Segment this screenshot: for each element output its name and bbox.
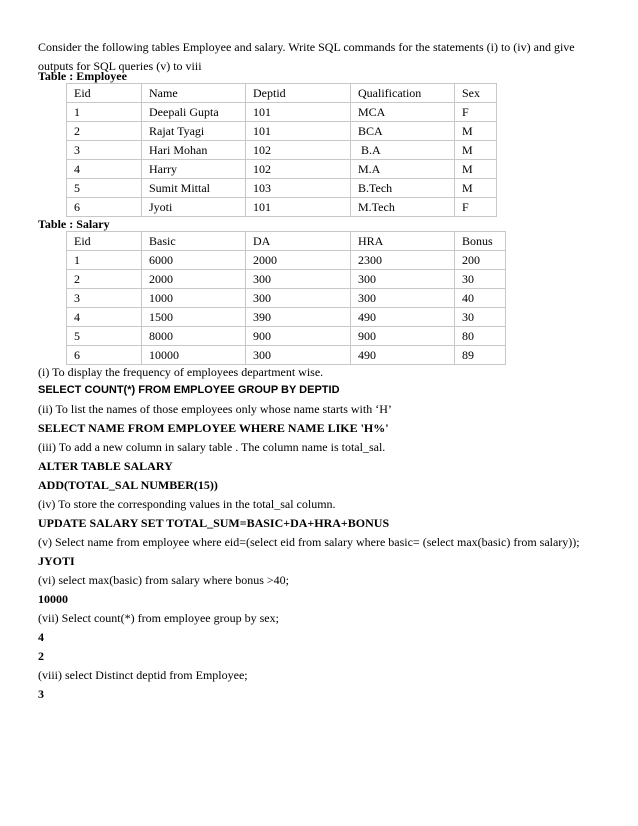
answer-2: SELECT NAME FROM EMPLOYEE WHERE NAME LIKE 'H%' — [38, 421, 389, 435]
cell: 3 — [67, 289, 142, 308]
cell: 300 — [351, 270, 455, 289]
cell: 6 — [67, 198, 142, 217]
answer-7-line-1: 4 — [38, 630, 44, 644]
cell: F — [455, 103, 497, 122]
header-cell: DA — [246, 232, 351, 251]
cell: Jyoti — [142, 198, 246, 217]
answer-8: 3 — [38, 687, 44, 701]
cell: M — [455, 179, 497, 198]
cell: 2 — [67, 122, 142, 141]
table-row — [67, 251, 506, 270]
cell: 3 — [67, 141, 142, 160]
cell: M.A — [351, 160, 455, 179]
cell: 2000 — [246, 251, 351, 270]
cell: 4 — [67, 308, 142, 327]
table-row — [67, 122, 497, 141]
question-3: (iii) To add a new column in salary table . The column name is total_sal. — [38, 440, 386, 454]
cell: 1 — [67, 103, 142, 122]
intro-paragraph: Consider the following tables Employee and salary. Write SQL commands for the statements (i) to (iv) and give outputs for SQL queries (v) to viii — [38, 40, 575, 73]
cell: 2 — [67, 270, 142, 289]
table-row — [67, 327, 506, 346]
table-row — [67, 308, 506, 327]
cell: 4 — [67, 160, 142, 179]
cell: Deepali Gupta — [142, 103, 246, 122]
header-cell: Eid — [67, 84, 142, 103]
cell: 102 — [246, 141, 351, 160]
cell: 1 — [67, 251, 142, 270]
cell: BCA — [351, 122, 455, 141]
cell: Harry — [142, 160, 246, 179]
employee-table-title: Table : Employee — [38, 69, 127, 83]
cell: 300 — [351, 289, 455, 308]
cell: 1000 — [142, 289, 246, 308]
answer-7-line-2: 2 — [38, 649, 44, 663]
table-row — [67, 346, 506, 365]
cell: 30 — [455, 270, 506, 289]
cell: Rajat Tyagi — [142, 122, 246, 141]
header-cell: Sex — [455, 84, 497, 103]
question-7: (vii) Select count(*) from employee group by sex; — [38, 611, 279, 625]
table-row — [67, 160, 497, 179]
cell: 101 — [246, 198, 351, 217]
header-cell: Bonus — [455, 232, 506, 251]
question-1: (i) To display the frequency of employees department wise. — [38, 365, 324, 379]
cell: M.Tech — [351, 198, 455, 217]
table-header-row — [67, 84, 497, 103]
cell: 40 — [455, 289, 506, 308]
question-8: (viii) select Distinct deptid from Employee; — [38, 668, 248, 682]
cell: 101 — [246, 103, 351, 122]
cell: 6 — [67, 346, 142, 365]
answer-1: SELECT COUNT(*) FROM EMPLOYEE GROUP BY DEPTID — [38, 384, 340, 396]
answer-6: 10000 — [38, 592, 68, 606]
cell: 1500 — [142, 308, 246, 327]
cell: 490 — [351, 308, 455, 327]
table-row — [67, 289, 506, 308]
cell: 390 — [246, 308, 351, 327]
cell: 300 — [246, 270, 351, 289]
cell: MCA — [351, 103, 455, 122]
cell: Sumit Mittal — [142, 179, 246, 198]
header-cell: Basic — [142, 232, 246, 251]
cell: B.A — [351, 141, 455, 160]
table-row — [67, 179, 497, 198]
employee-table — [66, 83, 497, 217]
salary-table-title: Table : Salary — [38, 217, 110, 231]
table-header-row — [67, 232, 506, 251]
answer-5: JYOTI — [38, 554, 75, 568]
cell: 300 — [246, 346, 351, 365]
cell: 490 — [351, 346, 455, 365]
cell: 10000 — [142, 346, 246, 365]
cell: 5 — [67, 327, 142, 346]
answer-4: UPDATE SALARY SET TOTAL_SUM=BASIC+DA+HRA+BONUS — [38, 516, 390, 530]
header-cell: Name — [142, 84, 246, 103]
cell: 200 — [455, 251, 506, 270]
cell: 6000 — [142, 251, 246, 270]
cell: 8000 — [142, 327, 246, 346]
cell: M — [455, 160, 497, 179]
cell: 89 — [455, 346, 506, 365]
answer-3-line-1: ALTER TABLE SALARY — [38, 459, 173, 473]
cell: 103 — [246, 179, 351, 198]
cell: 102 — [246, 160, 351, 179]
cell: 2000 — [142, 270, 246, 289]
table-row — [67, 270, 506, 289]
cell: 300 — [246, 289, 351, 308]
cell: 101 — [246, 122, 351, 141]
header-cell: Qualification — [351, 84, 455, 103]
cell: Hari Mohan — [142, 141, 246, 160]
header-cell: HRA — [351, 232, 455, 251]
cell: 900 — [246, 327, 351, 346]
answer-3-line-2: ADD(TOTAL_SAL NUMBER(15)) — [38, 478, 218, 492]
cell: 2300 — [351, 251, 455, 270]
question-5: (v) Select name from employee where eid=(select eid from salary where basic= (select max(basic) from salary)); — [38, 535, 580, 549]
header-cell: Eid — [67, 232, 142, 251]
table-row — [67, 103, 497, 122]
header-cell: Deptid — [246, 84, 351, 103]
cell: 900 — [351, 327, 455, 346]
question-2: (ii) To list the names of those employees only whose name starts with ‘H’ — [38, 402, 392, 416]
question-6: (vi) select max(basic) from salary where bonus >40; — [38, 573, 290, 587]
table-row — [67, 198, 497, 217]
cell: 30 — [455, 308, 506, 327]
cell: B.Tech — [351, 179, 455, 198]
cell: F — [455, 198, 497, 217]
cell: 5 — [67, 179, 142, 198]
cell: M — [455, 122, 497, 141]
salary-table — [66, 231, 506, 365]
cell: 80 — [455, 327, 506, 346]
cell: M — [455, 141, 497, 160]
question-4: (iv) To store the corresponding values in the total_sal column. — [38, 497, 336, 511]
table-row — [67, 141, 497, 160]
